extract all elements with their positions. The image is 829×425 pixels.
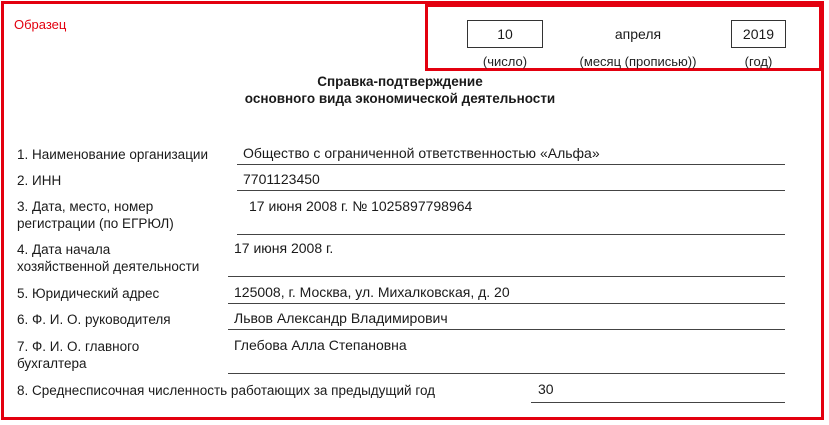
field-7-label	[17, 338, 139, 372]
date-block	[425, 4, 822, 71]
field-8-label: 8. Среднесписочная численность работающих за предыдущий год	[17, 383, 436, 398]
field-7-value: Глебова Алла Степановна	[234, 337, 407, 353]
field-8-underline	[531, 402, 785, 403]
title-line-1: Справка-подтверждение	[317, 74, 483, 89]
field-5-label: 5. Юридический адрес	[17, 286, 160, 301]
day-caption: (число)	[482, 54, 528, 69]
field-1-value: Общество с ограниченной ответственностью «Альфа»	[243, 145, 600, 161]
field-5-value: 125008, г. Москва, ул. Михалковская, д. 20	[234, 284, 510, 300]
document-title	[200, 73, 600, 107]
field-6-label: 6. Ф. И. О. руководителя	[17, 312, 171, 327]
field-3-label-line-1: 3. Дата, место, номер	[17, 199, 154, 214]
month-caption: (месяц (прописью))	[579, 54, 697, 69]
day-field: 10	[467, 20, 543, 48]
field-4-label	[17, 241, 199, 275]
field-3-label	[17, 198, 174, 232]
title-line-2: основного вида экономической деятельности	[244, 91, 556, 106]
field-6-underline	[228, 329, 785, 330]
field-6-value: Львов Александр Владимирович	[234, 310, 448, 326]
year-caption: (год)	[744, 54, 773, 69]
field-7-label-line-1: 7. Ф. И. О. главного	[17, 339, 140, 354]
field-1-label: 1. Наименование организации	[17, 147, 209, 162]
field-4-underline	[228, 276, 785, 277]
field-2-value: 7701123450	[243, 171, 320, 187]
field-4-value: 17 июня 2008 г.	[234, 240, 334, 256]
field-7-label-line-2: бухгалтера	[17, 356, 87, 371]
field-8-value: 30	[538, 381, 554, 397]
field-3-label-line-2: регистрации (по ЕГРЮЛ)	[17, 216, 174, 231]
year-field: 2019	[731, 20, 786, 48]
field-2-label: 2. ИНН	[17, 173, 62, 188]
field-3-value: 17 июня 2008 г. № 1025897798964	[249, 198, 473, 214]
month-field: апреля	[614, 26, 662, 42]
field-2-underline	[237, 190, 785, 191]
field-4-label-line-1: 4. Дата начала	[17, 242, 111, 257]
field-1-underline	[237, 164, 785, 165]
sample-label: Образец	[14, 17, 67, 32]
field-7-underline	[228, 373, 785, 374]
field-3-underline	[237, 234, 785, 235]
field-4-label-line-2: хозяйственной деятельности	[17, 259, 200, 274]
field-5-underline	[228, 303, 785, 304]
